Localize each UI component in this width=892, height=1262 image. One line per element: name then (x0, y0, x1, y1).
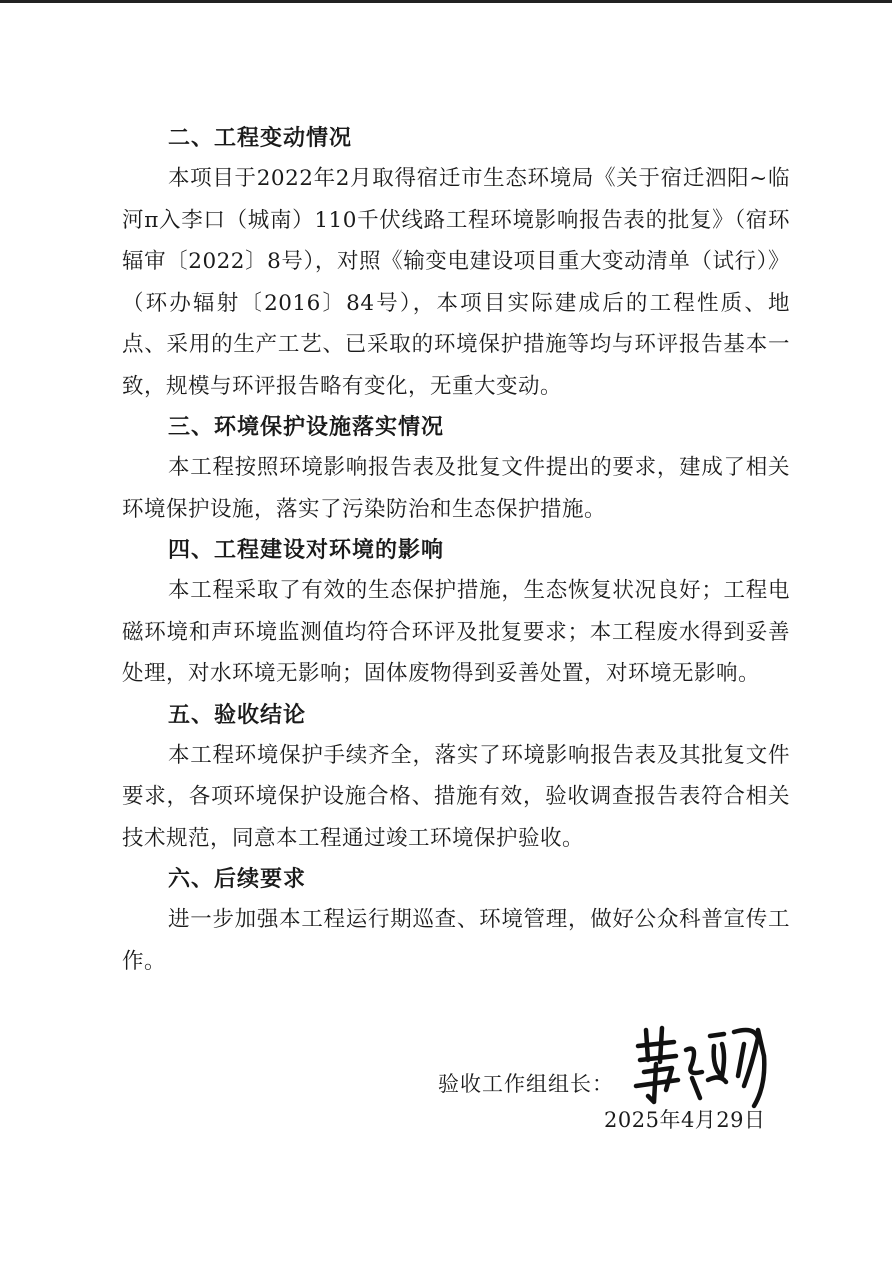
handwritten-signature (626, 1016, 776, 1112)
section-paragraph-conclusion: 本工程环境保护手续齐全，落实了环境影响报告表及其批复文件要求，各项环境保护设施合格、措施有效，验收调查报告表符合相关技术规范，同意本工程通过竣工环境保护验收。 (122, 742, 790, 851)
section-heading-followup: 六、后续要求 (168, 866, 307, 892)
section-paragraph-facilities: 本工程按照环境影响报告表及批复文件提出的要求，建成了相关环境保护设施，落实了污染防治和生态保护措施。 (122, 455, 790, 522)
section-heading-conclusion: 五、验收结论 (168, 701, 307, 728)
section-heading-facilities: 三、环境保护设施落实情况 (168, 414, 445, 440)
section-paragraph-followup: 进一步加强本工程运行期巡查、环境管理，做好公众科普宣传工作。 (122, 907, 790, 974)
section-paragraph-impact: 本工程采取了有效的生态保护措施，生态恢复状况良好；工程电磁环境和声环境监测值均符合环评及批复要求；本工程废水得到妥善处理，对水环境无影响；固体废物得到妥善处置，对环境无影响。 (122, 578, 790, 686)
section-heading-changes: 二、工程变动情况 (168, 125, 353, 151)
signature-block (430, 1060, 790, 1110)
document-date: 2025年4月29日 (604, 1108, 766, 1132)
document-body (122, 118, 790, 982)
signature-label: 验收工作组组长： (438, 1072, 614, 1096)
section-heading-impact: 四、工程建设对环境的影响 (168, 537, 445, 563)
page-top-edge (0, 0, 892, 3)
section-paragraph-changes: 本项目于2022年2月取得宿迁市生态环境局《关于宿迁泗阳~临河π入李口（城南）110千伏线路工程环境影响报告表的批复》（宿环辐审〔2022〕8号），对照《输变电建设项目重大变动清单（试行）》（环办辐射〔2016〕84号），本项目实际建成后的工程性质、地点、采用的生产工艺、已采取的环境保护措施等均与环评报告基本一致，规模与环评报告略有变化，无重大变动。 (122, 166, 790, 399)
